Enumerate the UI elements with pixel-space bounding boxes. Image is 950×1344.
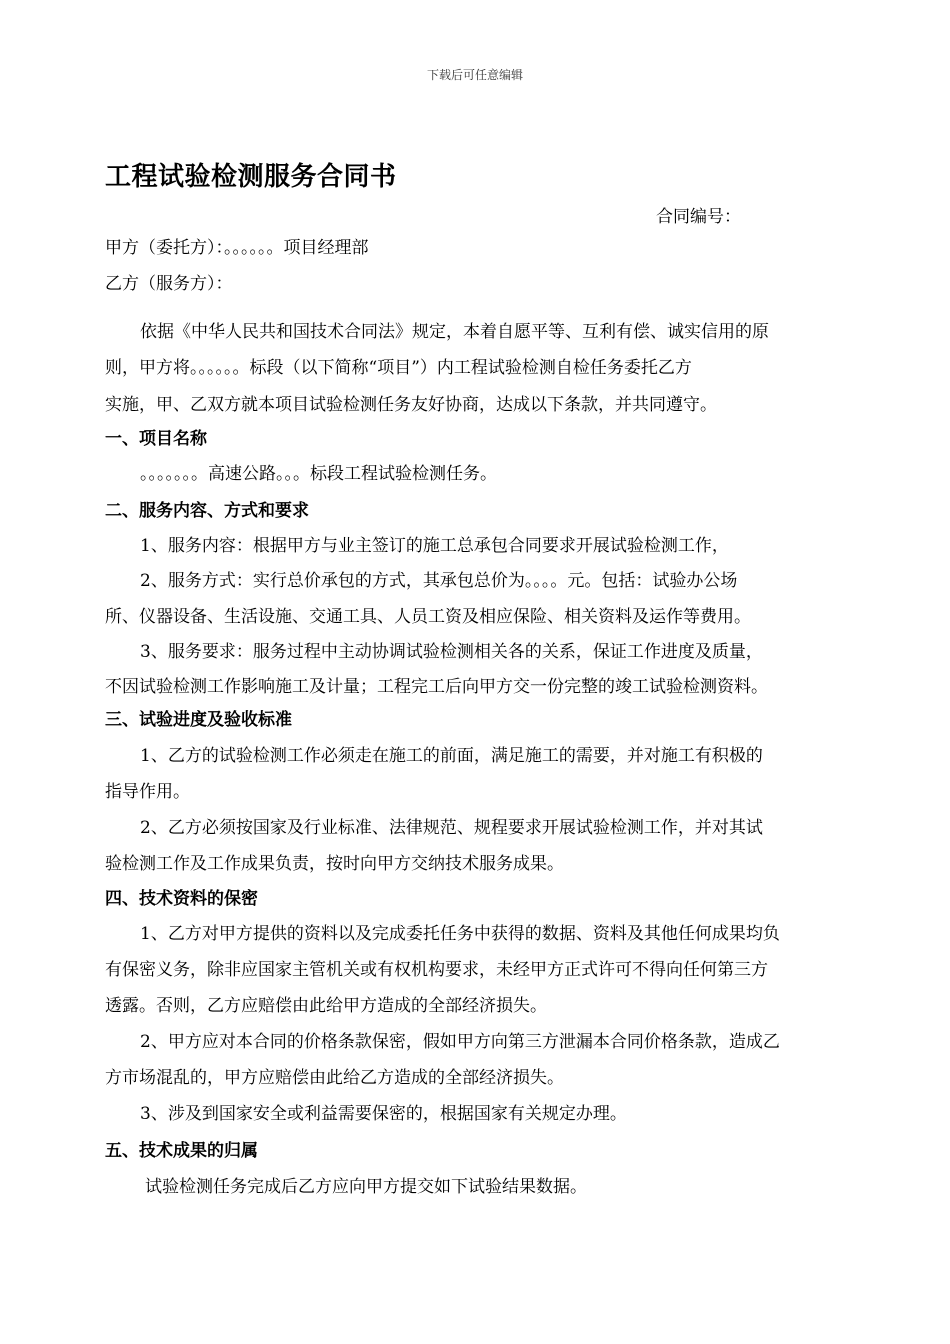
section-line: 3、涉及到国家安全或利益需要保密的，根据国家有关规定办理。 — [140, 1104, 627, 1124]
section-line: 。。。。。。。高速公路。。。标段工程试验检测任务。 — [140, 464, 497, 484]
section-line: 2、甲方应对本合同的价格条款保密，假如甲方向第三方泄漏本合同价格条款，造成乙 — [140, 1032, 780, 1052]
header-note: 下载后可任意编辑 — [426, 68, 523, 82]
section-line: 有保密义务，除非应国家主管机关或有权机构要求，未经甲方正式许可不得向任何第三方 — [105, 960, 768, 980]
section-line: 2、乙方必须按国家及行业标准、法律规范、规程要求开展试验检测工作，并对其试 — [140, 818, 763, 838]
section-heading: 三、试验进度及验收标准 — [105, 710, 292, 730]
section-line: 1、服务内容：根据甲方与业主签订的施工总承包合同要求开展试验检测工作， — [140, 536, 729, 556]
party-b-line: 乙方（服务方）： — [105, 274, 233, 294]
section-heading: 五、技术成果的归属 — [105, 1141, 258, 1161]
section-line: 2、服务方式：实行总价承包的方式，其承包总价为。。。。元。包括：试验办公场 — [140, 571, 738, 591]
section-heading: 四、技术资料的保密 — [105, 889, 258, 909]
section-line: 透露。否则，乙方应赔偿由此给甲方造成的全部经济损失。 — [105, 996, 547, 1016]
document-title: 工程试验检测服务合同书 — [105, 162, 397, 192]
section-heading: 二、服务内容、方式和要求 — [105, 501, 309, 521]
section-line: 所、仪器设备、生活设施、交通工具、人员工资及相应保险、相关资料及运作等费用。 — [105, 607, 751, 627]
section-line: 方市场混乱的，甲方应赔偿由此给乙方造成的全部经济损失。 — [105, 1068, 564, 1088]
party-a-line: 甲方（委托方）：。。。。。。项目经理部 — [105, 238, 369, 258]
intro-line: 依据《中华人民共和国技术合同法》规定，本着自愿平等、互利有偿、诚实信用的原 — [140, 322, 769, 342]
section-line: 不因试验检测工作影响施工及计量；工程完工后向甲方交一份完整的竣工试验检测资料。 — [105, 677, 768, 697]
section-line: 1、乙方的试验检测工作必须走在施工的前面，满足施工的需要，并对施工有积极的 — [140, 746, 763, 766]
section-line: 验检测工作及工作成果负责，按时向甲方交纳技术服务成果。 — [105, 854, 564, 874]
section-line: 3、服务要求：服务过程中主动协调试验检测相关各的关系，保证工作进度及质量， — [140, 642, 763, 662]
section-line: 指导作用。 — [105, 782, 190, 802]
section-line: 1、乙方对甲方提供的资料以及完成委托任务中获得的数据、资料及其他任何成果均负 — [140, 924, 780, 944]
intro-line: 实施，甲、乙双方就本项目试验检测任务友好协商，达成以下条款，并共同遵守。 — [105, 395, 717, 415]
contract-number-label: 合同编号： — [656, 207, 741, 227]
intro-line: 则，甲方将。。。。。。标段（以下简称“项目”）内工程试验检测自检任务委托乙方 — [105, 358, 692, 378]
section-line: 试验检测任务完成后乙方应向甲方提交如下试验结果数据。 — [145, 1177, 587, 1197]
section-heading: 一、项目名称 — [105, 429, 207, 449]
